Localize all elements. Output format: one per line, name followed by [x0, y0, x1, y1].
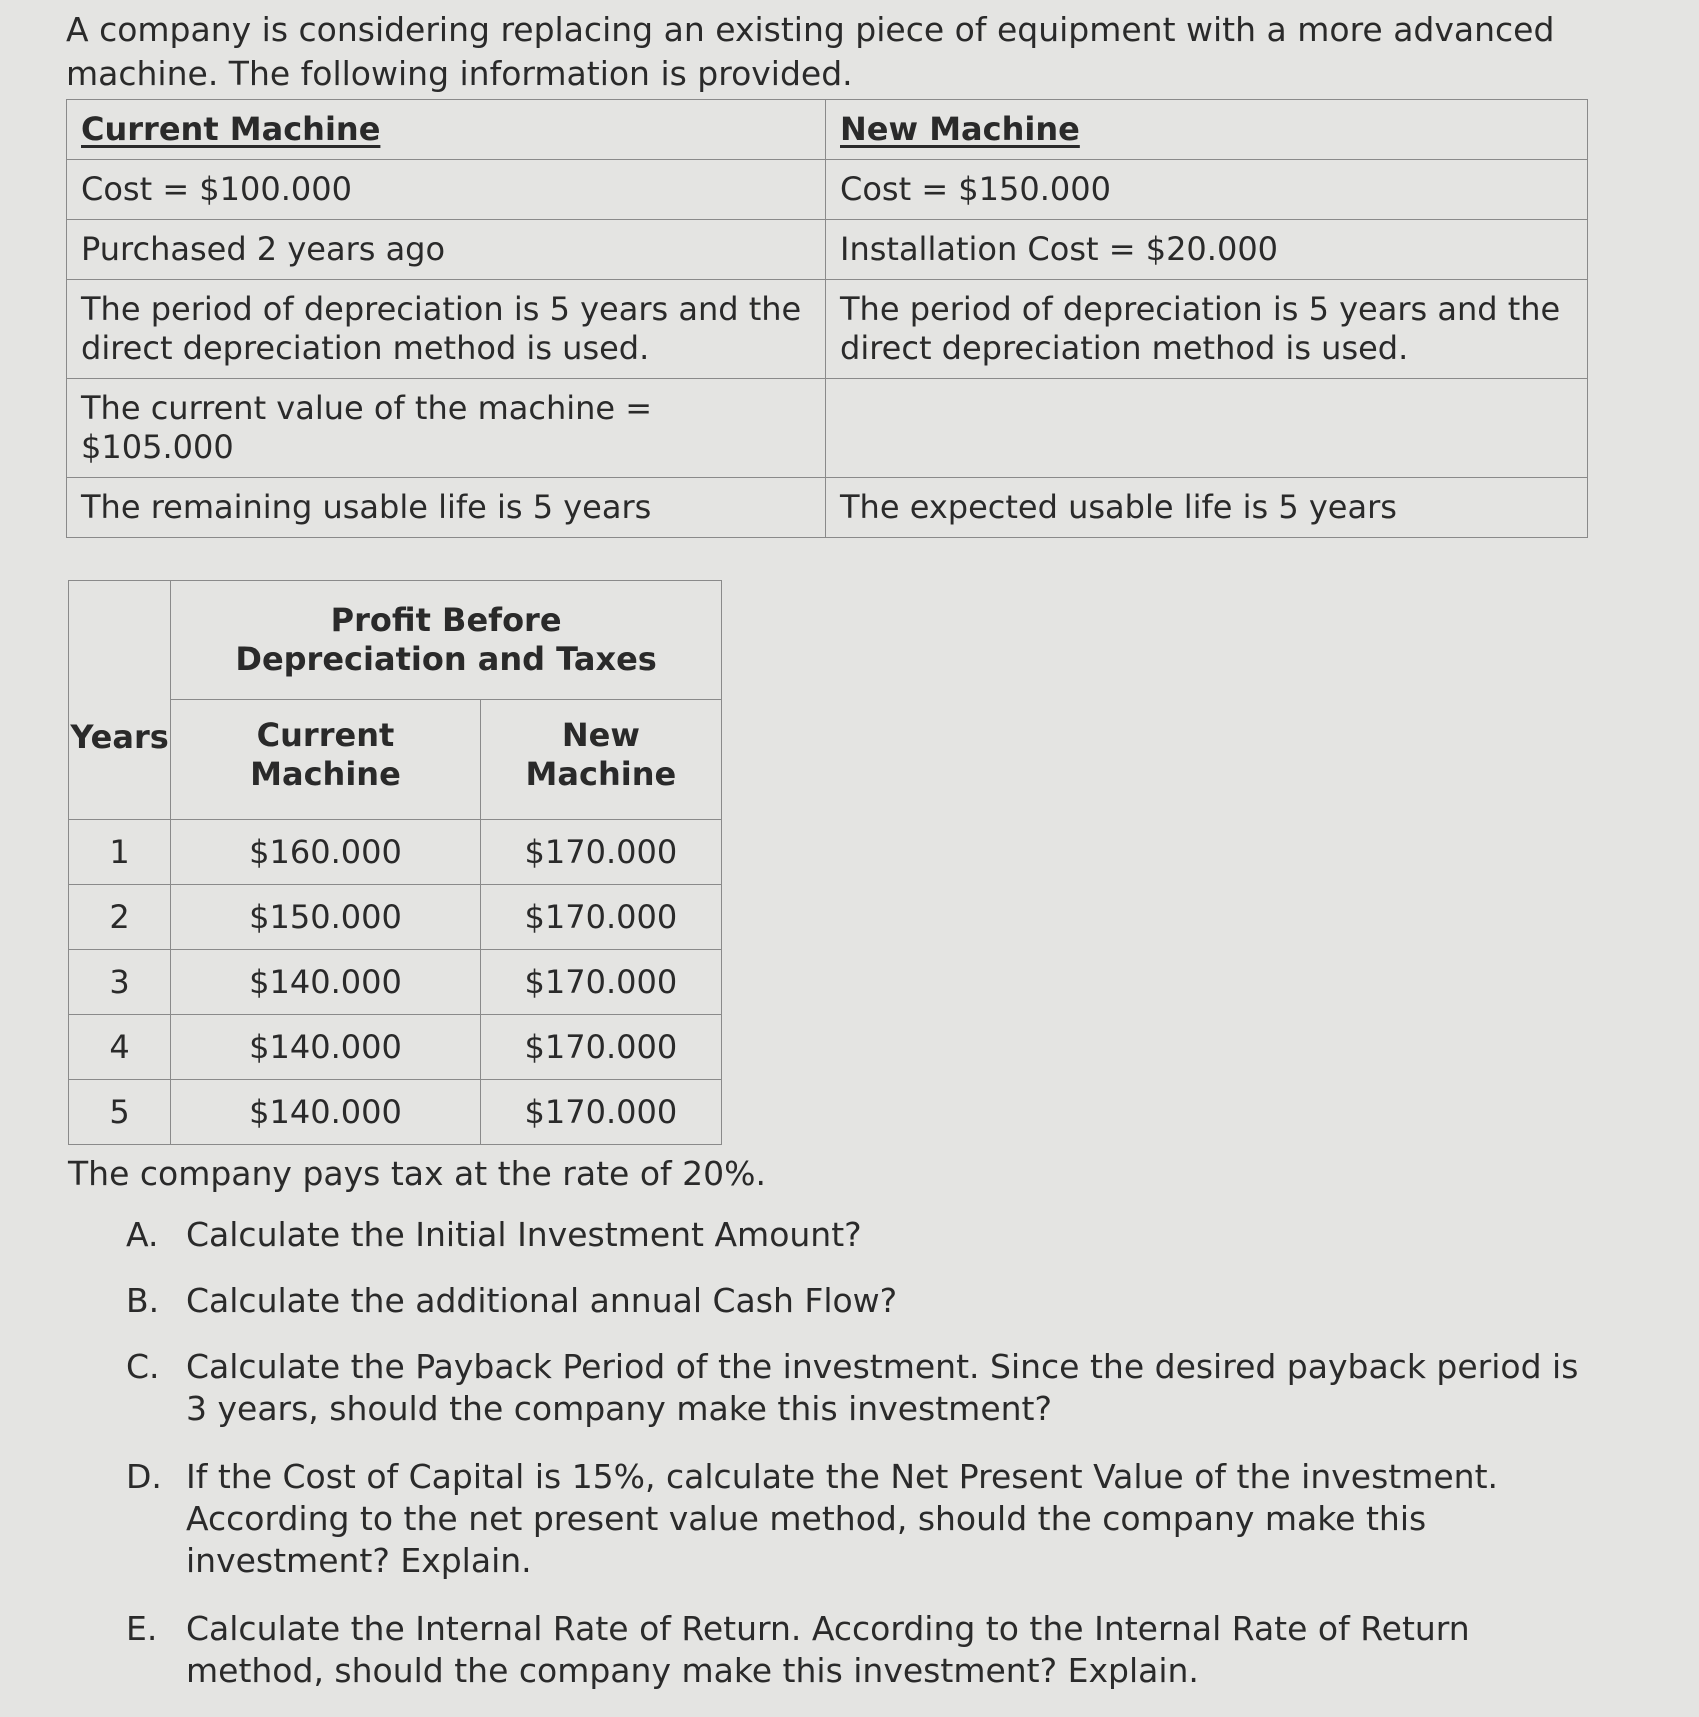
table-cell: Installation Cost = $20.000	[826, 220, 1588, 280]
question-item	[126, 1608, 1596, 1692]
years-header-cell	[69, 581, 171, 820]
new-profit-cell: $170.000	[480, 950, 721, 1015]
new-profit-cell: $170.000	[480, 1015, 721, 1080]
table-cell: Cost = $150.000	[826, 160, 1588, 220]
table-row	[69, 885, 722, 950]
intro-paragraph: A company is considering replacing an existing piece of equipment with a more advanced machine. The following information is provided.	[66, 10, 1555, 93]
question-letter: A.	[126, 1215, 159, 1254]
table-cell: Cost = $100.000	[67, 160, 826, 220]
question-item	[126, 1280, 1596, 1322]
question-text: Calculate the additional annual Cash Flow?	[186, 1281, 898, 1320]
tax-rate-text: The company pays tax at the rate of 20%.	[68, 1154, 766, 1193]
table-cell: The current value of the machine = $105.000	[67, 379, 826, 478]
years-header: Years	[70, 718, 169, 756]
profit-table-title: Profit Before Depreciation and Taxes	[171, 581, 722, 700]
new-profit-cell: $170.000	[480, 820, 721, 885]
table-row	[67, 220, 1588, 280]
new-profit-cell: $170.000	[480, 1080, 721, 1145]
table-cell: Purchased 2 years ago	[67, 220, 826, 280]
year-cell: 1	[69, 820, 171, 885]
question-text: If the Cost of Capital is 15%, calculate the Net Present Value of the investment. According to the net present value method, should the company make this investment? Explain.	[186, 1457, 1498, 1580]
table-cell: The period of depreciation is 5 years and the direct depreciation method is used.	[826, 280, 1588, 379]
question-item	[126, 1346, 1596, 1430]
table-cell: The remaining usable life is 5 years	[67, 478, 826, 538]
year-cell: 3	[69, 950, 171, 1015]
machine-info-table	[66, 99, 1588, 538]
question-letter: B.	[126, 1281, 160, 1320]
question-item	[126, 1214, 1596, 1256]
current-profit-cell: $140.000	[171, 1015, 481, 1080]
year-cell: 2	[69, 885, 171, 950]
table-cell: The period of depreciation is 5 years and the direct depreciation method is used.	[67, 280, 826, 379]
current-profit-cell: $140.000	[171, 1080, 481, 1145]
question-letter: C.	[126, 1347, 160, 1386]
table-row	[69, 950, 722, 1015]
table-cell	[826, 379, 1588, 478]
table-row	[69, 1080, 722, 1145]
current-profit-cell: $150.000	[171, 885, 481, 950]
current-machine-header: Current Machine	[67, 100, 826, 160]
table-row	[69, 820, 722, 885]
current-profit-cell: $160.000	[171, 820, 481, 885]
question-item	[126, 1456, 1596, 1582]
question-text: Calculate the Internal Rate of Return. According to the Internal Rate of Return method, should the company make this investment? Explain.	[186, 1609, 1470, 1690]
table-row	[67, 379, 1588, 478]
question-letter: D.	[126, 1457, 162, 1496]
question-letter: E.	[126, 1609, 158, 1648]
new-machine-header: New Machine	[826, 100, 1588, 160]
question-text: Calculate the Initial Investment Amount?	[186, 1215, 862, 1254]
current-machine-column-header: Current Machine	[171, 700, 481, 820]
year-cell: 5	[69, 1080, 171, 1145]
table-row	[67, 160, 1588, 220]
new-profit-cell: $170.000	[480, 885, 721, 950]
year-cell: 4	[69, 1015, 171, 1080]
table-row	[69, 1015, 722, 1080]
table-row	[67, 280, 1588, 379]
table-row	[67, 478, 1588, 538]
table-row	[67, 100, 1588, 160]
question-list	[126, 1214, 1596, 1717]
table-cell: The expected usable life is 5 years	[826, 478, 1588, 538]
profit-table	[68, 580, 722, 1145]
question-text: Calculate the Payback Period of the investment. Since the desired payback period is 3 years, should the company make this investment?	[186, 1347, 1579, 1428]
current-profit-cell: $140.000	[171, 950, 481, 1015]
table-row	[69, 581, 722, 700]
new-machine-column-header: New Machine	[480, 700, 721, 820]
